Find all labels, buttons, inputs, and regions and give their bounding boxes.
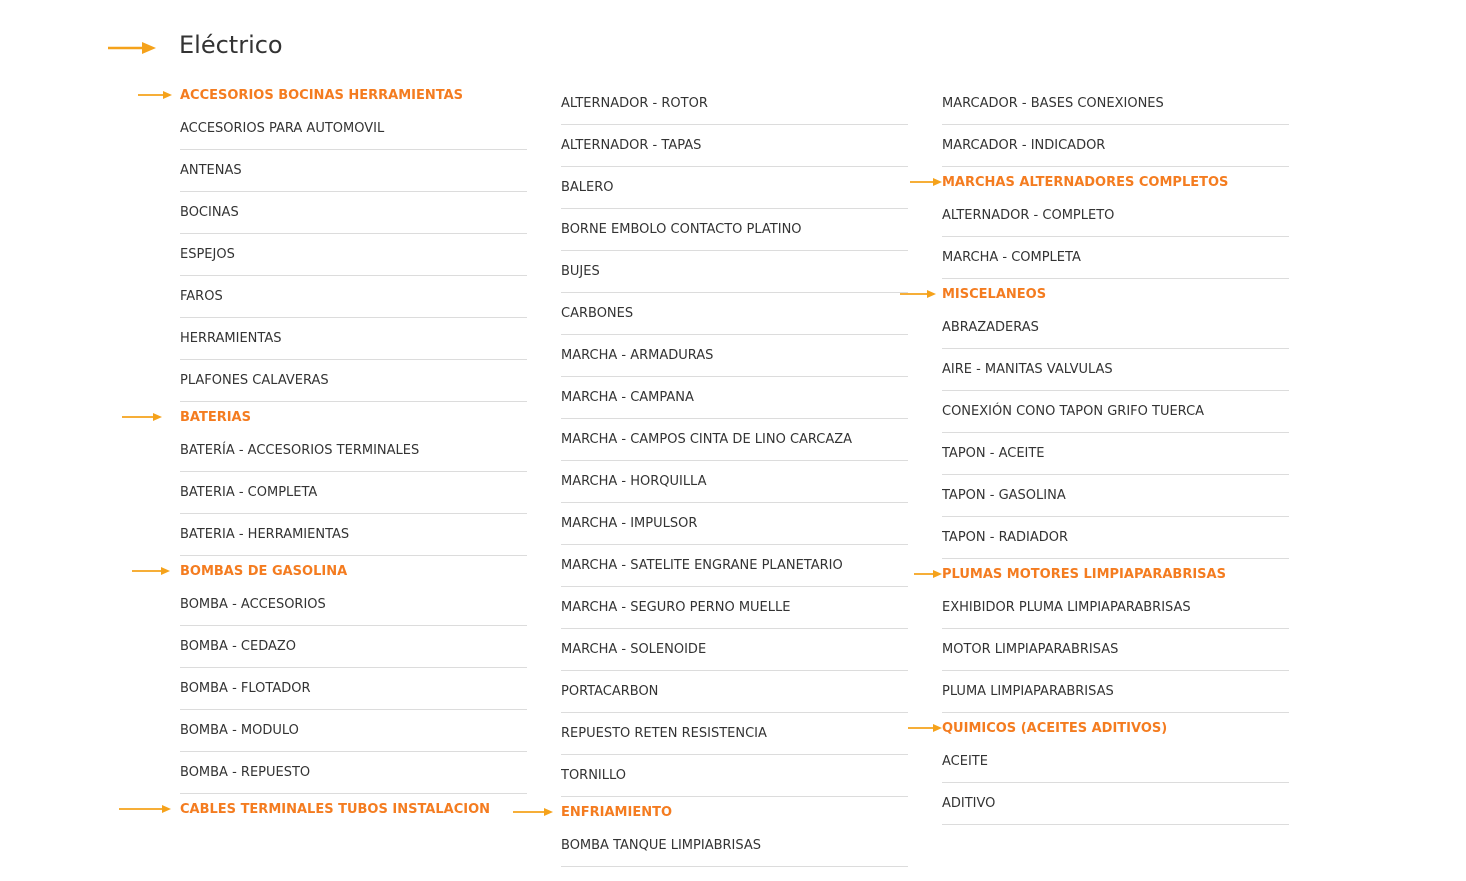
subcategory-link-marcha-impulsor[interactable]: MARCHA - IMPULSOR (561, 503, 908, 545)
subcategory-link-marcha-campos-cinta-de-lino-carcaza[interactable]: MARCHA - CAMPOS CINTA DE LINO CARCAZA (561, 419, 908, 461)
subcategory-link-marcha-horquilla[interactable]: MARCHA - HORQUILLA (561, 461, 908, 503)
subcategory-link-tornillo[interactable]: TORNILLO (561, 755, 908, 797)
subcategory-link-marcha-campana[interactable]: MARCHA - CAMPANA (561, 377, 908, 419)
category-heading-enfriamiento[interactable] (561, 799, 908, 826)
subcategory-link-antenas[interactable]: ANTENAS (180, 150, 527, 192)
subcategory-link-marcha-satelite-engrane-planetario[interactable]: MARCHA - SATELITE ENGRANE PLANETARIO (561, 545, 908, 587)
category-heading-label: QUIMICOS (ACEITES ADITIVOS) (942, 721, 1168, 736)
subcategory-link-aditivo[interactable]: ADITIVO (942, 783, 1289, 825)
subcategory-link-pluma-limpiaparabrisas[interactable]: PLUMA LIMPIAPARABRISAS (942, 671, 1289, 713)
subcategory-link-espejos[interactable]: ESPEJOS (180, 234, 527, 276)
arrow-right-icon (119, 803, 171, 815)
subcategory-link-bateria-accesorios-terminales[interactable]: BATERÍA - ACCESORIOS TERMINALES (180, 431, 527, 472)
category-heading-bombas-de-gasolina[interactable] (180, 558, 527, 585)
subcategory-link-herramientas[interactable]: HERRAMIENTAS (180, 318, 527, 360)
subcategory-link-tapon-aceite[interactable]: TAPON - ACEITE (942, 433, 1289, 475)
category-heading-cables-terminales-tubos-instalacion[interactable] (180, 796, 527, 823)
subcategory-link-bomba-modulo[interactable]: BOMBA - MODULO (180, 710, 527, 752)
subcategory-link-tapon-gasolina[interactable]: TAPON - GASOLINA (942, 475, 1289, 517)
arrow-right-icon (132, 565, 170, 577)
subcategory-link-marcha-armaduras[interactable]: MARCHA - ARMADURAS (561, 335, 908, 377)
category-heading-plumas-motores-limpiaparabrisas[interactable] (942, 561, 1289, 588)
subcategory-link-bomba-tanque-limpiabrisas[interactable]: BOMBA TANQUE LIMPIABRISAS (561, 826, 908, 867)
arrow-right-icon (910, 176, 942, 188)
category-column-1 (180, 80, 527, 823)
category-heading-label: CABLES TERMINALES TUBOS INSTALACION (180, 802, 491, 817)
subcategory-link-alternador-completo[interactable]: ALTERNADOR - COMPLETO (942, 196, 1289, 237)
subcategory-link-bomba-cedazo[interactable]: BOMBA - CEDAZO (180, 626, 527, 668)
subcategory-link-aceite[interactable]: ACEITE (942, 742, 1289, 783)
category-heading-label: BOMBAS DE GASOLINA (180, 564, 348, 579)
category-heading-label: BATERIAS (180, 410, 251, 425)
subcategory-link-aire-manitas-valvulas[interactable]: AIRE - MANITAS VALVULAS (942, 349, 1289, 391)
category-heading-quimicos-aceites-aditivos[interactable] (942, 715, 1289, 742)
category-heading-label: MARCHAS ALTERNADORES COMPLETOS (942, 175, 1229, 190)
category-heading-miscelaneos[interactable] (942, 281, 1289, 308)
category-heading-baterias[interactable] (180, 404, 527, 431)
subcategory-link-tapon-radiador[interactable]: TAPON - RADIADOR (942, 517, 1289, 559)
subcategory-link-bateria-herramientas[interactable]: BATERIA - HERRAMIENTAS (180, 514, 527, 556)
subcategory-link-alternador-tapas[interactable]: ALTERNADOR - TAPAS (561, 125, 908, 167)
subcategory-link-abrazaderas[interactable]: ABRAZADERAS (942, 308, 1289, 349)
subcategory-link-bateria-completa[interactable]: BATERIA - COMPLETA (180, 472, 527, 514)
subcategory-link-accesorios-para-automovil[interactable]: ACCESORIOS PARA AUTOMOVIL (180, 109, 527, 150)
category-heading-label: ACCESORIOS BOCINAS HERRAMIENTAS (180, 88, 464, 103)
arrow-right-icon (513, 806, 553, 818)
subcategory-link-bomba-repuesto[interactable]: BOMBA - REPUESTO (180, 752, 527, 794)
arrow-right-icon (900, 288, 936, 300)
arrow-right-icon (914, 568, 942, 580)
subcategory-link-repuesto-reten-resistencia[interactable]: REPUESTO RETEN RESISTENCIA (561, 713, 908, 755)
subcategory-link-bomba-accesorios[interactable]: BOMBA - ACCESORIOS (180, 585, 527, 626)
page-title: Eléctrico (179, 31, 283, 59)
category-heading-label: MISCELANEOS (942, 287, 1047, 302)
category-column-2 (561, 83, 908, 867)
subcategory-link-marcha-completa[interactable]: MARCHA - COMPLETA (942, 237, 1289, 279)
subcategory-link-marcha-solenoide[interactable]: MARCHA - SOLENOIDE (561, 629, 908, 671)
subcategory-link-marcador-bases-conexiones[interactable]: MARCADOR - BASES CONEXIONES (942, 83, 1289, 125)
subcategory-link-bocinas[interactable]: BOCINAS (180, 192, 527, 234)
subcategory-link-carbones[interactable]: CARBONES (561, 293, 908, 335)
subcategory-link-motor-limpiaparabrisas[interactable]: MOTOR LIMPIAPARABRISAS (942, 629, 1289, 671)
subcategory-link-bujes[interactable]: BUJES (561, 251, 908, 293)
arrow-right-icon (908, 722, 942, 734)
arrow-right-icon (122, 411, 162, 423)
category-heading-label: PLUMAS MOTORES LIMPIAPARABRISAS (942, 567, 1226, 582)
arrow-right-icon (138, 89, 172, 101)
subcategory-link-conexion-cono-tapon-grifo-tuerca[interactable]: CONEXIÓN CONO TAPON GRIFO TUERCA (942, 391, 1289, 433)
category-heading-accesorios-bocinas-herramientas[interactable] (180, 82, 527, 109)
subcategory-link-bomba-flotador[interactable]: BOMBA - FLOTADOR (180, 668, 527, 710)
category-column-3 (942, 83, 1289, 825)
subcategory-link-exhibidor-pluma-limpiaparabrisas[interactable]: EXHIBIDOR PLUMA LIMPIAPARABRISAS (942, 588, 1289, 629)
arrow-right-icon (108, 40, 158, 56)
category-heading-marchas-alternadores-completos[interactable] (942, 169, 1289, 196)
subcategory-link-alternador-rotor[interactable]: ALTERNADOR - ROTOR (561, 83, 908, 125)
subcategory-link-borne-embolo-contacto-platino[interactable]: BORNE EMBOLO CONTACTO PLATINO (561, 209, 908, 251)
subcategory-link-marcador-indicador[interactable]: MARCADOR - INDICADOR (942, 125, 1289, 167)
subcategory-link-plafones-calaveras[interactable]: PLAFONES CALAVERAS (180, 360, 527, 402)
subcategory-link-balero[interactable]: BALERO (561, 167, 908, 209)
subcategory-link-faros[interactable]: FAROS (180, 276, 527, 318)
subcategory-link-portacarbon[interactable]: PORTACARBON (561, 671, 908, 713)
subcategory-link-marcha-seguro-perno-muelle[interactable]: MARCHA - SEGURO PERNO MUELLE (561, 587, 908, 629)
category-heading-label: ENFRIAMIENTO (561, 805, 673, 820)
